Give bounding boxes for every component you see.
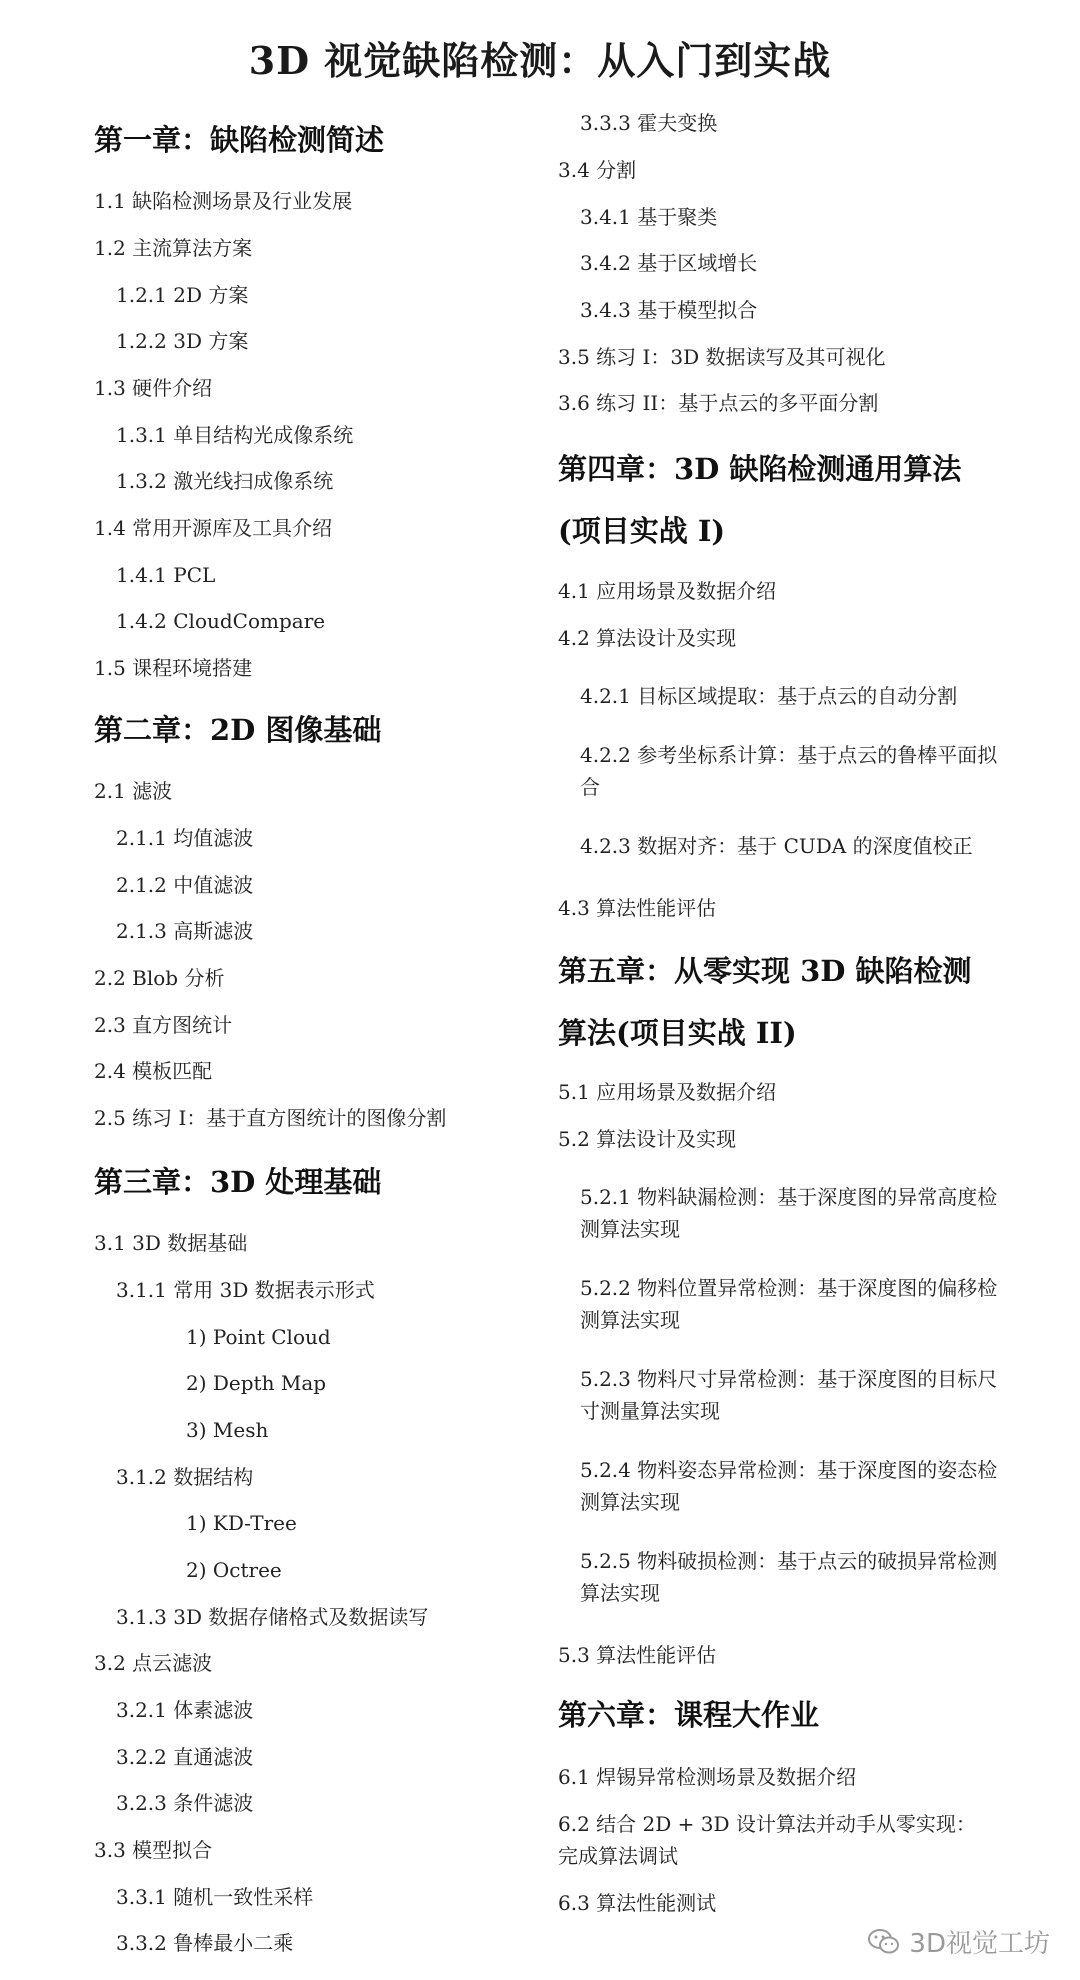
left-toc-entry: 1.2 主流算法方案 xyxy=(94,236,253,260)
right-toc-entry: 4.3 算法性能评估 xyxy=(558,896,717,920)
right-toc-entry: 3.4.1 基于聚类 xyxy=(580,205,718,229)
right-toc-entry: 4.2 算法设计及实现 xyxy=(558,626,737,650)
right-toc-entry: 3.4.3 基于模型拟合 xyxy=(580,298,758,322)
left-toc-entry: 2.1 滤波 xyxy=(94,779,173,803)
left-toc-entry: 2.3 直方图统计 xyxy=(94,1013,233,1037)
chapter-heading: 第六章：课程大作业 xyxy=(558,1698,820,1732)
left-toc-entry: 3.1 3D 数据基础 xyxy=(94,1231,248,1255)
left-toc-entry: 2.1.1 均值滤波 xyxy=(116,826,254,850)
right-toc-entry: 6.1 焊锡异常检测场景及数据介绍 xyxy=(558,1765,857,1789)
left-toc-entry: 3.2.3 条件滤波 xyxy=(116,1791,254,1815)
left-toc-entry: 1.3.1 单目结构光成像系统 xyxy=(116,423,354,447)
right-toc-entry: 3.6 练习 II：基于点云的多平面分割 xyxy=(558,391,879,415)
right-toc-entry: 3.5 练习 I：3D 数据读写及其可视化 xyxy=(558,345,886,369)
right-toc-entry: 5.2 算法设计及实现 xyxy=(558,1127,737,1151)
right-toc-entry: 3.3.3 霍夫变换 xyxy=(580,111,718,135)
left-toc-entry: 2.4 模板匹配 xyxy=(94,1059,213,1083)
left-toc-entry: 3.1.3 3D 数据存储格式及数据读写 xyxy=(116,1605,429,1629)
right-toc-entry: 4.2.1 目标区域提取：基于点云的自动分割 xyxy=(580,684,958,708)
right-toc-entry: 5.2.1 物料缺漏检测：基于深度图的异常高度检测算法实现 xyxy=(580,1185,998,1241)
left-toc-entry: 3) Mesh xyxy=(186,1418,269,1442)
left-toc-entry: 3.2.2 直通滤波 xyxy=(116,1745,254,1769)
left-toc-entry: 3.2.1 体素滤波 xyxy=(116,1698,254,1722)
right-toc-entry: 5.1 应用场景及数据介绍 xyxy=(558,1080,777,1104)
chapter-heading: 第三章：3D 处理基础 xyxy=(94,1165,382,1199)
right-toc-entry: 5.3 算法性能评估 xyxy=(558,1643,717,1667)
left-toc-entry: 3.3.1 随机一致性采样 xyxy=(116,1885,314,1909)
left-toc-entry: 3.3 模型拟合 xyxy=(94,1838,213,1862)
right-toc-entry: 3.4.2 基于区域增长 xyxy=(580,251,758,275)
watermark xyxy=(867,1923,1050,1960)
right-toc-entry: 6.2 结合 2D + 3D 设计算法并动手从零实现：完成算法调试 xyxy=(558,1812,976,1868)
left-toc-entry: 1.3 硬件介绍 xyxy=(94,376,213,400)
chapter-heading: 第二章：2D 图像基础 xyxy=(94,713,382,747)
left-toc-entry: 2.1.3 高斯滤波 xyxy=(116,919,254,943)
right-toc-entry: 4.2.3 数据对齐：基于 CUDA 的深度值校正 xyxy=(580,834,973,858)
right-toc-entry: 5.2.4 物料姿态异常检测：基于深度图的姿态检测算法实现 xyxy=(580,1458,998,1514)
left-toc-entry: 3.1.1 常用 3D 数据表示形式 xyxy=(116,1278,375,1302)
left-toc-entry: 1.2.1 2D 方案 xyxy=(116,283,249,307)
left-toc-entry: 1.4 常用开源库及工具介绍 xyxy=(94,516,333,540)
left-toc-entry: 1) Point Cloud xyxy=(186,1325,331,1349)
left-toc-entry: 2.2 Blob 分析 xyxy=(94,966,225,990)
left-toc-entry: 3.1.2 数据结构 xyxy=(116,1465,254,1489)
chapter-heading: 第一章：缺陷检测简述 xyxy=(94,123,385,157)
chapter-heading: 第五章：从零实现 3D 缺陷检测算法(项目实战 II) xyxy=(558,954,972,1050)
chapter-heading: 第四章：3D 缺陷检测通用算法 (项目实战 I) xyxy=(558,452,962,548)
left-toc-entry: 2) Octree xyxy=(186,1558,282,1582)
left-toc-entry: 2) Depth Map xyxy=(186,1371,327,1395)
right-toc-entry: 5.2.5 物料破损检测：基于点云的破损异常检测算法实现 xyxy=(580,1549,998,1605)
left-toc-entry: 1.2.2 3D 方案 xyxy=(116,329,249,353)
wechat-icon xyxy=(867,1928,901,1956)
watermark-text: 3D视觉工坊 xyxy=(909,1929,1050,1959)
left-toc-entry: 1.5 课程环境搭建 xyxy=(94,656,253,680)
left-toc-entry: 1.1 缺陷检测场景及行业发展 xyxy=(94,189,353,213)
left-toc-entry: 3.2 点云滤波 xyxy=(94,1651,213,1675)
left-toc-entry: 1.4.2 CloudCompare xyxy=(116,609,326,633)
left-toc-entry: 1) KD-Tree xyxy=(186,1511,297,1535)
right-toc-entry: 5.2.2 物料位置异常检测：基于深度图的偏移检测算法实现 xyxy=(580,1276,998,1332)
right-toc-entry: 4.2.2 参考坐标系计算：基于点云的鲁棒平面拟合 xyxy=(580,743,998,799)
left-toc-entry: 1.4.1 PCL xyxy=(116,563,216,587)
left-toc-entry: 2.1.2 中值滤波 xyxy=(116,873,254,897)
left-toc-entry: 1.3.2 激光线扫成像系统 xyxy=(116,469,334,493)
left-toc-entry: 2.5 练习 I：基于直方图统计的图像分割 xyxy=(94,1106,447,1130)
document-title: 3D 视觉缺陷检测：从入门到实战 xyxy=(248,38,832,83)
right-toc-entry: 4.1 应用场景及数据介绍 xyxy=(558,579,777,603)
left-toc-entry: 3.3.2 鲁棒最小二乘 xyxy=(116,1931,294,1955)
right-toc-entry: 5.2.3 物料尺寸异常检测：基于深度图的目标尺寸测量算法实现 xyxy=(580,1367,998,1423)
right-toc-entry: 3.4 分割 xyxy=(558,158,637,182)
right-toc-entry: 6.3 算法性能测试 xyxy=(558,1891,717,1915)
